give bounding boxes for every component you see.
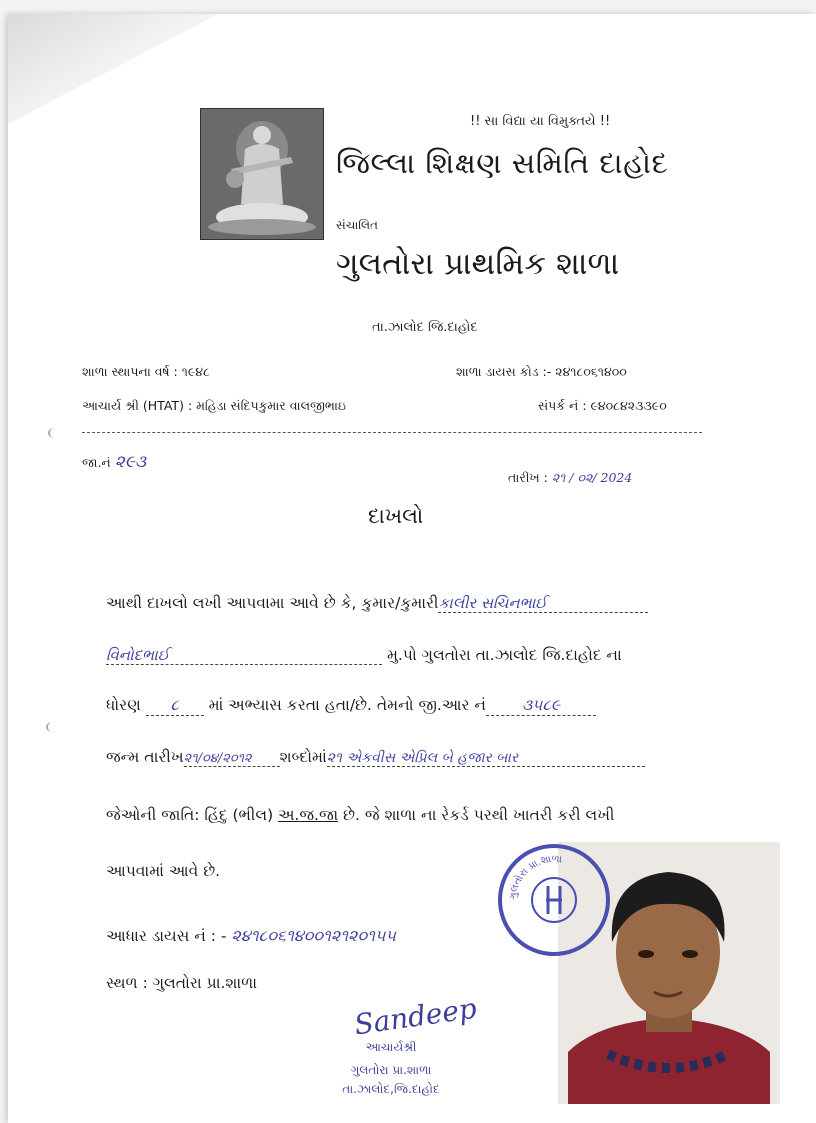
principal-name: આચાર્ય શ્રી (HTAT) : મહિડા સંદિપકુમાર વાલજીભાઇ: [82, 398, 346, 413]
managed-by-label: સંચાલિત: [336, 218, 379, 232]
saraswati-figure-icon: [201, 109, 323, 239]
student-name-part2: વિનોદભાઈ: [106, 646, 382, 665]
body-line-1: આથી દાખલો લખી આપવામા આવે છે કે, કુમાર/કુમારીકાલીર સચિનભાઈ: [106, 594, 648, 613]
gr-number-value: ૩૫૮૯: [486, 696, 596, 716]
body-line-3: ધોરણ ૮ માં અભ્યાસ કરતા હતા/છે. તેમનો જી.આર નં ૩૫૮૯: [106, 696, 596, 716]
punch-mark-top: [48, 428, 60, 438]
body-line-6: આપવામાં આવે છે.: [106, 862, 221, 880]
stamp-ring-icon: [502, 848, 606, 952]
student-name-part1: કાલીર સચિનભાઈ: [438, 594, 648, 613]
school-stamp: [498, 844, 610, 956]
certificate-title: દાખલો: [368, 504, 424, 528]
establishment-year: શાળા સ્થાપના વર્ષ : ૧૯૪૮: [82, 364, 210, 379]
standard-value: ૮: [146, 696, 204, 716]
place: સ્થળ : ગુલતોરા પ્રા.શાળા: [106, 974, 258, 992]
caste-category: અ.જ.જા: [278, 806, 339, 824]
punch-mark-bottom: [46, 722, 58, 732]
body-line-2: વિનોદભાઈ મુ.પો ગુલતોરા તા.ઝાલોદ જિ.દાહોદ ના: [106, 646, 622, 664]
principal-signature: Sandeep: [352, 991, 479, 1042]
dise-code: શાળા ડાયસ કોડ :- ૨૪૧૮૦૬૧૪૦૦: [456, 364, 627, 379]
contact-number: સંપર્ક નં : ૯૪૦૮૪૨૩૩૯૦: [538, 398, 667, 413]
header-divider: [82, 432, 702, 433]
signatory-place: તા.ઝાલોદ,જિ.દાહોદ: [342, 1082, 440, 1096]
aadhar-dise-number: આધાર ડાયસ નં : - ૨૪૧૮૦૬૧૪૦૦૧૨૧૨૦૧૫૫: [106, 926, 396, 945]
saraswati-image: [200, 108, 324, 240]
signature-block: [326, 1040, 456, 1097]
body-line-5: જેઓની જાતિ: હિંદુ (ભીલ) અ.જ.જા છે. જે શાળા ના રેકર્ડ પરથી ખાતરી કરી લખી: [106, 806, 615, 824]
body-line-4: જન્મ તારીખ૨૧/૦૪/૨૦૧૨ શબ્દોમાં૨૧ એકવીસ એપ્રિલ બે હજાર બાર: [106, 748, 645, 767]
motto: !! સા વિદ્યા યા વિમુક્તયે !!: [470, 114, 611, 129]
reference-number: જા.નં ૨૯૩: [82, 452, 147, 472]
aadhar-dise-value: ૨૪૧૮૦૬૧૪૦૦૧૨૧૨૦૧૫૫: [231, 926, 396, 945]
district-committee-name: જિલ્લા શિક્ષણ સમિતિ દાહોદ: [336, 146, 669, 180]
taluka-district: તા.ઝાલોદ જિ.દાહોદ: [372, 320, 478, 335]
signatory-designation: આચાર્યશ્રી: [365, 1040, 417, 1054]
reference-number-value: ૨૯૩: [114, 452, 147, 472]
stamp-text: ગુલતોરા પ્રા.શાળા: [507, 853, 563, 901]
issue-date: તારીખ : ૨૧ / ૦૨/ 2024: [508, 470, 633, 485]
issue-date-value: ૨૧ / ૦૨/ 2024: [551, 470, 633, 485]
dob-value: ૨૧/૦૪/૨૦૧૨: [184, 751, 280, 767]
dob-in-words: ૨૧ એકવીસ એપ્રિલ બે હજાર બાર: [327, 750, 645, 767]
signatory-school: ગુલતોરા પ્રા.શાળા: [350, 1063, 432, 1077]
school-name: ગુલતોરા પ્રાથમિક શાળા: [336, 246, 620, 282]
